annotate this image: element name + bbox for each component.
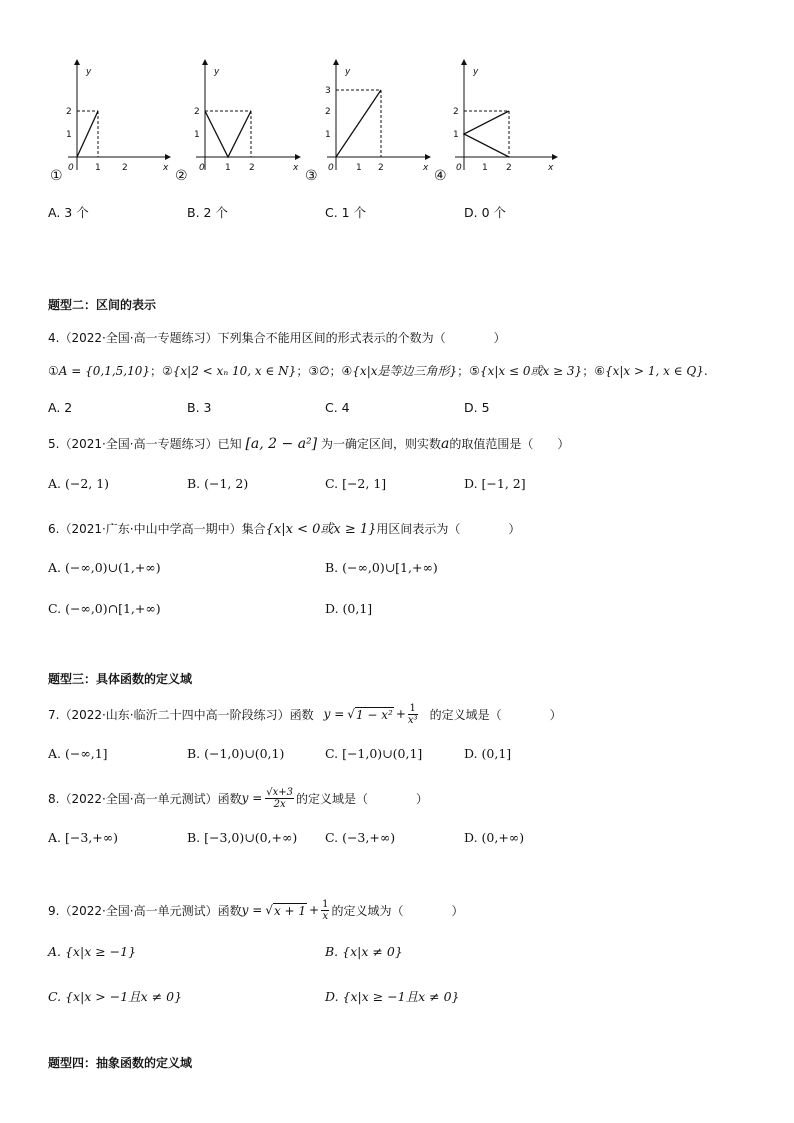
q7-fraction	[408, 703, 418, 726]
q5-stem-b: 为一确定区间，则实数	[320, 437, 441, 451]
function-graphs	[0, 55, 794, 185]
q9-option-d[interactable]: D. {x|x ≥ −1且x ≠ 0}	[325, 989, 460, 1004]
graph-4-xtick: 2	[506, 163, 512, 173]
graph-4-y-label: y	[473, 67, 479, 77]
graph-3-ytick: 2	[325, 107, 331, 117]
q5-stem-a: 5.（2021·全国·高一专题练习）已知	[48, 437, 242, 451]
graph-2-xtick: 1	[225, 163, 231, 173]
q5-option-d[interactable]: D. [−1, 2]	[464, 476, 526, 491]
q4-item-5: {x|x ≤ 0或x ≥ 3}	[479, 364, 583, 378]
q4-item-label: ；③	[296, 364, 320, 378]
graph-2-y-label: y	[214, 67, 220, 77]
graph-4-number: ④	[434, 168, 447, 184]
q4-option-c[interactable]: C. 4	[325, 400, 350, 415]
q4-option-a[interactable]: A. 2	[48, 400, 73, 415]
q7-option-c[interactable]: C. [−1,0)∪(0,1]	[325, 746, 423, 761]
q6-stem-a: 6.（2021·广东·中山中学高一期中）集合	[48, 522, 266, 536]
graph-2-curve	[205, 111, 251, 157]
q7-stem-a: 7.（2022·山东·临沂二十四中高一阶段练习）函数	[48, 707, 314, 722]
q3-option-c[interactable]: C. 1 个	[325, 205, 367, 220]
sqrt-icon: √	[265, 903, 273, 917]
graph-2-xtick: 2	[249, 163, 255, 173]
q9-stem-a: 9.（2022·全国·高一单元测试）函数	[48, 903, 242, 918]
graph-3-xtick: 2	[378, 163, 384, 173]
q7-option-b[interactable]: B. (−1,0)∪(0,1)	[187, 746, 285, 761]
q5-option-c[interactable]: C. [−2, 1]	[325, 476, 387, 491]
graph-1-xtick: 2	[122, 163, 128, 173]
graph-1-ytick: 1	[66, 130, 72, 140]
graph-3-xtick: 1	[356, 163, 362, 173]
graph-1-number: ①	[50, 168, 63, 184]
q4-item-2: {x|2 < xₙ 10, x ∈ N}	[172, 364, 297, 378]
q9-frac-num: 1	[322, 898, 329, 910]
q7-sqrt-body: 1 − x²	[355, 707, 393, 722]
graph-1-origin: 0	[68, 163, 74, 173]
q9-option-b[interactable]: B. {x|x ≠ 0}	[325, 944, 403, 959]
section-title-2: 题型二：区间的表示	[48, 298, 157, 312]
graph-2-ytick: 1	[194, 130, 200, 140]
q6-option-a[interactable]: A. (−∞,0)∪(1,+∞)	[48, 560, 161, 575]
q3-option-b[interactable]: B. 2 个	[187, 205, 228, 220]
graph-3-ytick: 3	[325, 86, 331, 96]
q8-frac-den: 2x	[273, 798, 286, 810]
q8-func-lhs: y =	[241, 791, 263, 805]
graph-2-origin: 0	[199, 163, 205, 173]
q9-option-c[interactable]: C. {x|x > −1且x ≠ 0}	[48, 989, 183, 1004]
graph-3	[327, 62, 428, 170]
graph-1	[68, 62, 168, 170]
q7-frac-den: x³	[407, 714, 418, 726]
sqrt-icon: √	[347, 707, 355, 721]
q7-option-a[interactable]: A. (−∞,1]	[48, 746, 108, 761]
q8-option-a[interactable]: A. [−3,+∞)	[48, 830, 119, 845]
q4-option-d[interactable]: D. 5	[464, 400, 490, 415]
q4-item-end: .	[703, 364, 708, 378]
graph-3-number: ③	[305, 168, 318, 184]
graph-2-ytick: 2	[194, 107, 200, 117]
graph-1-ytick: 2	[66, 107, 72, 117]
q6-set: {x|x < 0或x ≥ 1}	[265, 522, 377, 537]
q9-stem-b: 的定义域为（ ）	[331, 903, 464, 918]
q4-item-1: A = {0,1,5,10}	[58, 364, 151, 378]
q9-fraction	[321, 899, 329, 922]
q5-option-a[interactable]: A. (−2, 1)	[48, 476, 110, 491]
graph-4-ytick: 1	[453, 130, 459, 140]
q8-option-b[interactable]: B. [−3,0)∪(0,+∞)	[187, 830, 298, 845]
q8-fraction	[265, 787, 294, 810]
q6-option-b[interactable]: B. (−∞,0)∪[1,+∞)	[325, 560, 438, 575]
q4-item-label: ①	[48, 364, 59, 378]
q8-frac-num: √x+3	[266, 786, 294, 798]
section-title-3: 题型三：具体函数的定义域	[48, 672, 193, 686]
q6-stem	[48, 518, 520, 537]
q9-stem	[48, 896, 463, 924]
graph-4	[455, 62, 555, 170]
q9-func-lhs: y =	[241, 903, 263, 917]
graph-2	[196, 62, 298, 170]
graph-1-curve	[77, 111, 98, 157]
q5-option-b[interactable]: B. (−1, 2)	[187, 476, 249, 491]
q8-stem-b: 的定义域是（ ）	[296, 791, 429, 806]
q4-items	[48, 362, 708, 379]
q7-func-lhs: y =	[323, 707, 345, 721]
q8-stem-a: 8.（2022·全国·高一单元测试）函数	[48, 791, 242, 806]
graph-3-origin: 0	[328, 163, 334, 173]
q9-plus: +	[309, 903, 320, 917]
graph-2-number: ②	[175, 168, 188, 184]
q4-item-4: {x|x是等边三角形}	[352, 364, 458, 378]
graph-3-y-label: y	[345, 67, 351, 77]
graph-4-origin: 0	[456, 163, 462, 173]
graph-4-ytick: 2	[453, 107, 459, 117]
q3-option-a[interactable]: A. 3 个	[48, 205, 89, 220]
q6-option-c[interactable]: C. (−∞,0)∩[1,+∞)	[48, 601, 161, 616]
q4-item-label: ；②	[150, 364, 173, 378]
q5-var: a	[440, 436, 450, 452]
q3-option-d[interactable]: D. 0 个	[464, 205, 506, 220]
q7-frac-num: 1	[409, 702, 416, 714]
q8-option-d[interactable]: D. (0,+∞)	[464, 830, 525, 845]
graph-3-ytick: 1	[325, 130, 331, 140]
q4-item-6: {x|x > 1, x ∈ Q}	[604, 364, 704, 378]
q8-stem	[48, 784, 428, 812]
q6-option-d[interactable]: D. (0,1]	[325, 601, 373, 616]
q8-option-c[interactable]: C. (−3,+∞)	[325, 830, 396, 845]
graph-1-xtick: 1	[95, 163, 101, 173]
graph-4-xtick: 1	[482, 163, 488, 173]
graph-2-x-label: x	[293, 163, 299, 173]
q9-option-a[interactable]: A. {x|x ≥ −1}	[48, 944, 137, 959]
graph-3-x-label: x	[423, 163, 429, 173]
q4-item-label: ；④	[329, 364, 353, 378]
graph-1-y-label: y	[86, 67, 92, 77]
q4-item-label: ；⑥	[582, 364, 605, 378]
q4-stem: 4.（2022·全国·高一专题练习）下列集合不能用区间的形式表示的个数为（ ）	[48, 331, 506, 345]
q7-plus: +	[395, 707, 406, 721]
graph-3-curve	[336, 90, 381, 157]
q4-item-label: ；⑤	[457, 364, 480, 378]
graph-1-x-label: x	[163, 163, 169, 173]
q5-stem	[48, 435, 569, 452]
graph-4-curve	[464, 111, 509, 157]
q4-option-b[interactable]: B. 3	[187, 400, 212, 415]
graph-4-x-label: x	[548, 163, 554, 173]
q4-item-3: ∅	[319, 364, 330, 378]
q7-option-d[interactable]: D. (0,1]	[464, 746, 512, 761]
q5-interval: [a, 2 − a²]	[245, 436, 318, 452]
q7-stem	[48, 700, 562, 728]
q9-sqrt-body: x + 1	[273, 903, 307, 918]
section-title-4: 题型四：抽象函数的定义域	[48, 1056, 193, 1070]
q9-frac-den: x	[322, 910, 329, 922]
q7-stem-b: 的定义域是（ ）	[429, 707, 562, 722]
q5-stem-c: 的取值范围是（ ）	[449, 437, 570, 451]
q6-stem-b: 用区间表示为（ ）	[376, 522, 521, 536]
